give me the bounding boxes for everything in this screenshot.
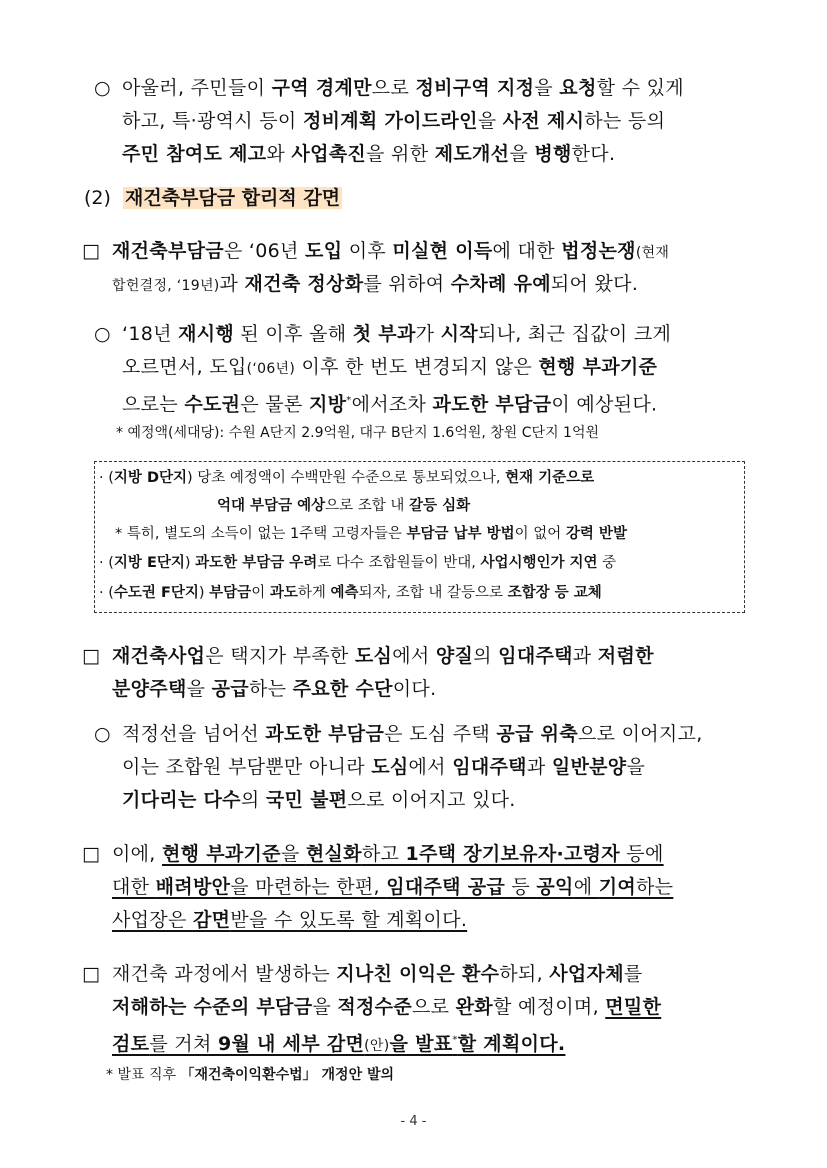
section-heading [84,182,342,214]
box-row-1c: * 특히, 별도의 소득이 없는 1주택 고령자들은 부담금 납부 방법이 없어 강력 반발 [115,526,627,542]
p1-bullet-line-1: ‘18년 재시행 된 이후 올해 첫 부과가 시작되나, 최근 집값이 크게 [122,323,672,345]
box-row-1a: · (지방 D단지) 당초 예정액이 수백만원 수준으로 통보되었으나, 현재 기준으로 [99,470,595,486]
heading-number: (2) [84,187,111,209]
p2-line-2: 분양주택을 공급하는 주요한 수단이다. [112,678,437,700]
p1-line-2: 합헌결정, ‘19년)과 재건축 정상화를 위하여 수차례 유예되어 왔다. [112,273,639,295]
p3-line-2: 대한 배려방안을 마련하는 한편, 임대주택 공급 등 공익에 기여하는 [112,876,674,898]
box-row-2: · (지방 E단지) 과도한 부담금 우려로 다수 조합원들이 반대, 사업시행인가 지연 중 [99,555,617,571]
page-number: - 4 - [400,1114,427,1129]
p4-line-1: 재건축 과정에서 발생하는 지나친 이익은 환수하되, 사업자체를 [112,963,643,985]
p1-line-1: 재건축부담금은 ‘06년 도입 이후 미실현 이득에 대한 법정논쟁(현재 [112,240,670,262]
bullet-marker: ○ [94,323,111,345]
bullet-line-2: 하고, 특·광역시 등이 정비계획 가이드라인을 사전 제시하는 등의 [122,110,666,132]
p4-line-3: 검토를 거쳐 9월 내 세부 감면(안)을 발표*할 계획이다. [112,1033,566,1056]
box-row-3: · (수도권 F단지) 부담금이 과도하게 예측되자, 조합 내 갈등으로 조합장 등 교체 [99,585,602,601]
square-marker: □ [82,963,101,985]
p2-bullet-line-3: 기다리는 다수의 국민 불편으로 이어지고 있다. [122,789,516,811]
example-box [94,461,745,613]
bullet-line-1: 아울러, 주민들이 구역 경계만으로 정비구역 지정을 요청할 수 있게 [122,77,684,99]
square-marker: □ [82,843,101,865]
p2-bullet-line-1: 적정선을 넘어선 과도한 부담금은 도심 주택 공급 위축으로 이어지고, [122,723,703,745]
box-row-1b: 억대 부담금 예상으로 조합 내 갈등 심화 [217,498,471,514]
p4-line-2: 저해하는 수준의 부담금을 적정수준으로 완화할 예정이며, 면밀한 [112,996,662,1018]
square-marker: □ [82,240,101,262]
p3-line-3: 사업장은 감면받을 수 있도록 할 계획이다. [112,909,468,931]
p1-bullet-line-3: 으로는 수도권은 물론 지방*에서조차 과도한 부담금이 예상된다. [122,393,658,416]
p2-line-1: 재건축사업은 택지가 부족한 도심에서 양질의 임대주택과 저렴한 [112,645,654,667]
p1-bullet-note: * 예정액(세대당): 수원 A단지 2.9억원, 대구 B단지 1.6억원, 창원 C단지 1억원 [116,425,600,441]
p2-bullet-line-2: 이는 조합원 부담뿐만 아니라 도심에서 임대주택과 일반분양을 [122,756,646,778]
bullet-marker: ○ [94,723,111,745]
p4-note: * 발표 직후 「재건축이익환수법」 개정안 발의 [106,1067,395,1083]
p3-line-1: 이에, 현행 부과기준을 현실화하고 1주택 장기보유자·고령자 등에 [112,843,664,865]
bullet-line-3: 주민 참여도 제고와 사업촉진을 위한 제도개선을 병행한다. [122,143,616,165]
heading-title: 재건축부담금 합리적 감면 [124,187,341,209]
square-marker: □ [82,645,101,667]
bullet-marker: ○ [94,77,111,99]
p1-bullet-line-2: 오르면서, 도입(‘06년) 이후 한 번도 변경되지 않은 현행 부과기준 [122,356,658,378]
